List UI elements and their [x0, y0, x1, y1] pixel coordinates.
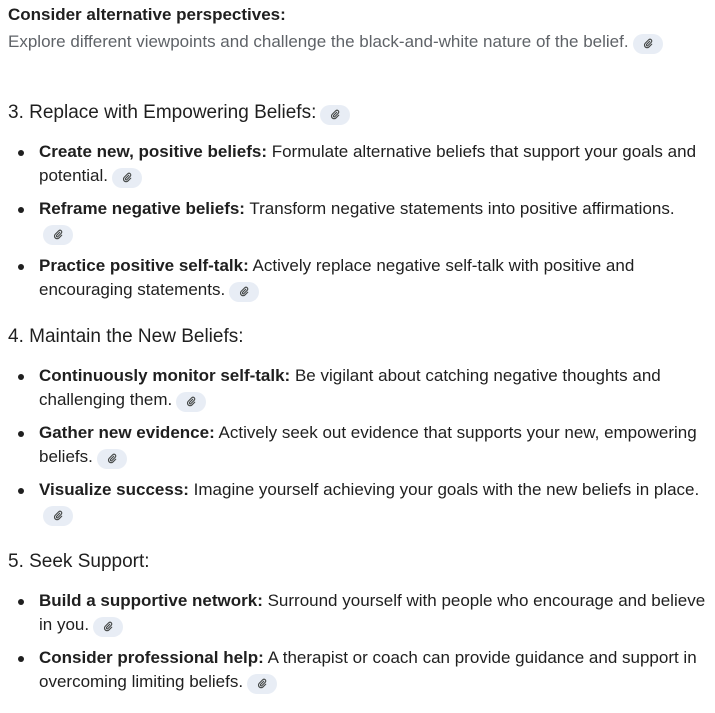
bullet-dot — [18, 488, 24, 494]
bullet-dot — [18, 599, 24, 605]
link-icon — [642, 38, 654, 50]
list-item-description: Imagine yourself achieving your goals with the new beliefs in place. — [188, 480, 700, 499]
list-item-term: Reframe negative beliefs: — [39, 199, 245, 218]
section-title-3 — [8, 100, 350, 126]
link-icon — [52, 510, 64, 522]
list-item-term: Build a supportive network: — [39, 591, 263, 610]
link-icon — [106, 453, 118, 465]
intro-body-text: Explore different viewpoints and challenge the black-and-white nature of the belief. — [8, 32, 629, 51]
list-item-description: Actively replace negative self-talk with positive and encouraging statements. — [39, 256, 635, 299]
section-title-4 — [8, 324, 244, 350]
source-link-chip[interactable] — [112, 168, 142, 188]
link-icon — [185, 396, 197, 408]
list-item-description: Actively seek out evidence that supports your new, empowering beliefs. — [39, 423, 697, 466]
list-item — [18, 140, 708, 188]
list-item — [18, 478, 708, 526]
link-icon — [121, 172, 133, 184]
link-icon — [238, 286, 250, 298]
section-title-text: 5. Seek Support: — [8, 551, 150, 572]
list-item — [18, 197, 708, 245]
source-link-chip[interactable] — [247, 674, 277, 694]
list-item-term: Gather new evidence: — [39, 423, 215, 442]
list-item-text — [39, 254, 708, 302]
intro-body — [8, 30, 668, 54]
list-item — [18, 254, 708, 302]
list-item-text — [39, 478, 708, 526]
source-link-chip[interactable] — [93, 617, 123, 637]
link-icon — [329, 109, 341, 121]
list-item — [18, 421, 708, 469]
bullet-dot — [18, 264, 24, 270]
list-item-text — [39, 646, 708, 694]
bullet-dot — [18, 150, 24, 156]
source-link-chip[interactable] — [43, 506, 73, 526]
list-item-term: Visualize success: — [39, 480, 189, 499]
bullet-dot — [18, 656, 24, 662]
list-item-text — [39, 421, 708, 469]
list-item-term: Continuously monitor self-talk: — [39, 366, 291, 385]
source-link-chip[interactable] — [43, 225, 73, 245]
section-title-text: 3. Replace with Empowering Beliefs: — [8, 102, 317, 123]
section-title-text: 4. Maintain the New Beliefs: — [8, 326, 244, 347]
list-item-description: Surround yourself with people who encourage and believe in you. — [39, 591, 706, 634]
bullet-dot — [18, 374, 24, 380]
list-item-text — [39, 140, 708, 188]
list-item-term: Consider professional help: — [39, 648, 264, 667]
source-link-chip[interactable] — [97, 449, 127, 469]
list-item-text — [39, 589, 708, 637]
intro-heading: Consider alternative perspectives: — [8, 5, 286, 24]
list-item-description: Transform negative statements into positive affirmations. — [244, 199, 675, 218]
list-item — [18, 646, 708, 694]
list-item — [18, 364, 708, 412]
list-item-description: A therapist or coach can provide guidance and support in overcoming limiting beliefs. — [39, 648, 697, 691]
list-item-text — [39, 197, 708, 245]
source-link-chip[interactable] — [633, 34, 663, 54]
list-item-description: Formulate alternative beliefs that support your goals and potential. — [39, 142, 697, 185]
list-item-term: Practice positive self-talk: — [39, 256, 249, 275]
list-item — [18, 589, 708, 637]
source-link-chip[interactable] — [320, 105, 350, 125]
bullet-dot — [18, 207, 24, 213]
list-item-term: Create new, positive beliefs: — [39, 142, 267, 161]
bullet-dot — [18, 431, 24, 437]
list-item-description: Be vigilant about catching negative thoughts and challenging them. — [39, 366, 661, 409]
list-item-text — [39, 364, 708, 412]
link-icon — [256, 678, 268, 690]
link-icon — [102, 621, 114, 633]
link-icon — [52, 229, 64, 241]
section-title-5 — [8, 549, 150, 575]
source-link-chip[interactable] — [229, 282, 259, 302]
source-link-chip[interactable] — [176, 392, 206, 412]
